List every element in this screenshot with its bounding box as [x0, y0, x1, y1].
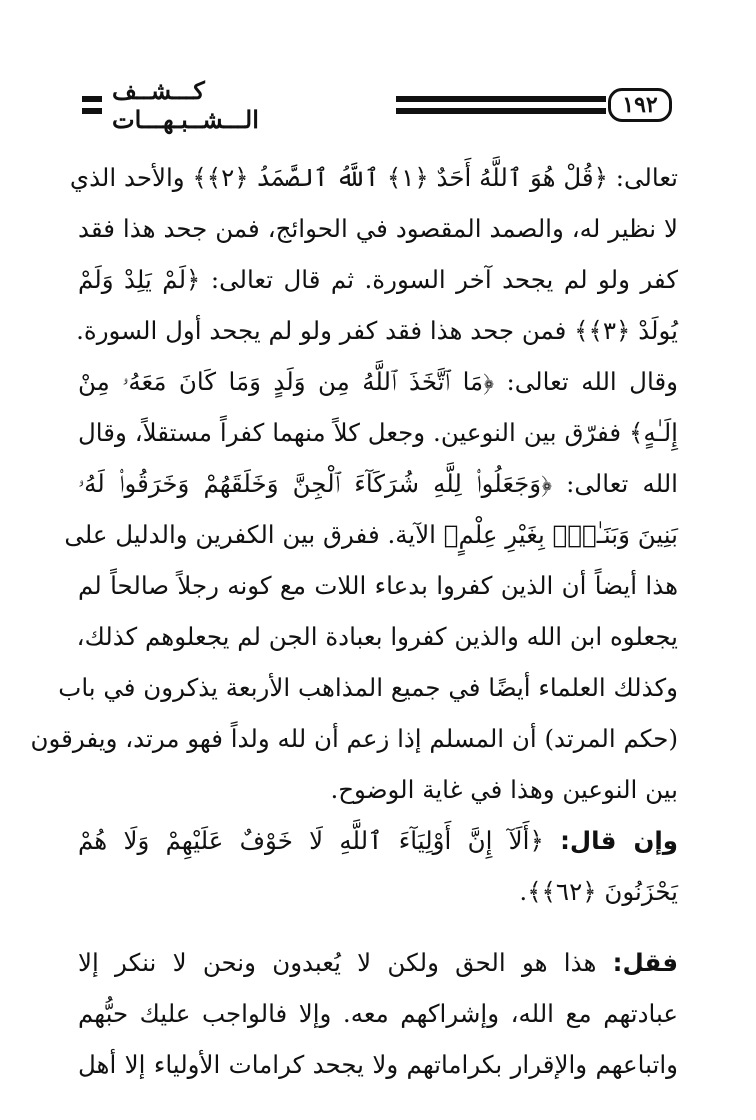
- text-line: يجعلوه ابن الله والذين كفروا بعبادة الجن لم يجعلوهم كذلك،: [76, 622, 678, 651]
- body-text: [30, 152, 678, 1090]
- paragraph-2: [78, 815, 678, 917]
- header-rule-left: [82, 96, 102, 102]
- header-rule-right: [396, 96, 606, 102]
- reply-text: هذا هو الحق ولكن لا يُعبدون ونحن لا ننكر إلا: [78, 948, 613, 977]
- objection-label: وإن قال:: [560, 826, 678, 855]
- text-line: عبادتهم مع الله، وإشراكهم معه. وإلا فالواجب عليك حبُّهم: [78, 999, 678, 1028]
- text-line: وكذلك العلماء أيضًا في جميع المذاهب الأربعة يذكرون في باب: [58, 673, 678, 702]
- text-line: يُولَدْ ﴿٣﴾﴾ فمن جحد هذا فقد كفر ولو لم يجحد أول السورة.: [76, 316, 678, 345]
- text-line: (حكم المرتد) أن المسلم إذا زعم أن لله ولداً فهو مرتد، ويفرقون: [30, 724, 678, 753]
- text-line: بَنِينَ وَبَنَـٰتٍۭ بِغَيْرِ عِلْمٍ﴾ الآية. ففرق بين الكفرين والدليل على: [64, 520, 678, 549]
- text-line: واتباعهم والإقرار بكراماتهم ولا يجحد كرامات الأولياء إلا أهل: [78, 1050, 678, 1079]
- text-line: الله تعالى: ﴿وَجَعَلُوا۟ لِلَّهِ شُرَكَآءَ ٱلْجِنَّ وَخَلَقَهُمْ وَخَرَقُوا۟ لَهُۥ: [78, 469, 678, 498]
- paragraph-1: [30, 152, 678, 815]
- text-line: لا نظير له، والصمد المقصود في الحوائج، فمن جحد هذا فقد: [78, 214, 678, 243]
- page-number: ١٩٢: [608, 88, 672, 122]
- text-line: [78, 937, 678, 988]
- paragraph-gap: [78, 917, 678, 937]
- verse-text: ﴿أَلَآ إِنَّ أَوْلِيَآءَ ٱللَّهِ لَا خَوْفٌ عَلَيْهِمْ وَلَا هُمْ: [78, 826, 561, 855]
- text-line: إِلَـٰهٍ﴾ ففرّق بين النوعين. وجعل كلاً منهما كفراً مستقلاً، وقال: [78, 418, 678, 447]
- paragraph-3: [78, 937, 678, 1090]
- text-line: تعالى: ﴿قُلْ هُوَ ٱللَّهُ أَحَدٌ ﴿١﴾ ٱللَّهُ ٱلصَّمَدُ ﴿٢﴾﴾ والأحد الذي: [69, 163, 678, 192]
- text-line: بين النوعين وهذا في غاية الوضوح.: [330, 775, 678, 804]
- header-rule-left-lower: [82, 108, 102, 114]
- text-line: كفر ولو لم يجحد آخر السورة. ثم قال تعالى: ﴿لَمْ يَلِدْ وَلَمْ: [78, 265, 678, 294]
- text-line: وقال الله تعالى: ﴿مَا ٱتَّخَذَ ٱللَّهُ مِن وَلَدٍ وَمَا كَانَ مَعَهُۥ مِنْ: [78, 367, 678, 396]
- reply-label: فقل:: [612, 948, 678, 977]
- text-line: هذا أيضاً أن الذين كفروا بدعاء اللات مع كونه رجلاً صالحاً لم: [78, 571, 678, 600]
- running-title: كـــشــف الـــشــبـهـــات: [112, 76, 259, 134]
- header-rule-right-lower: [396, 108, 606, 114]
- text-line: [78, 815, 678, 866]
- page-header: [72, 76, 672, 134]
- text-line: يَحْزَنُونَ ﴿٦٢﴾﴾.: [519, 877, 678, 906]
